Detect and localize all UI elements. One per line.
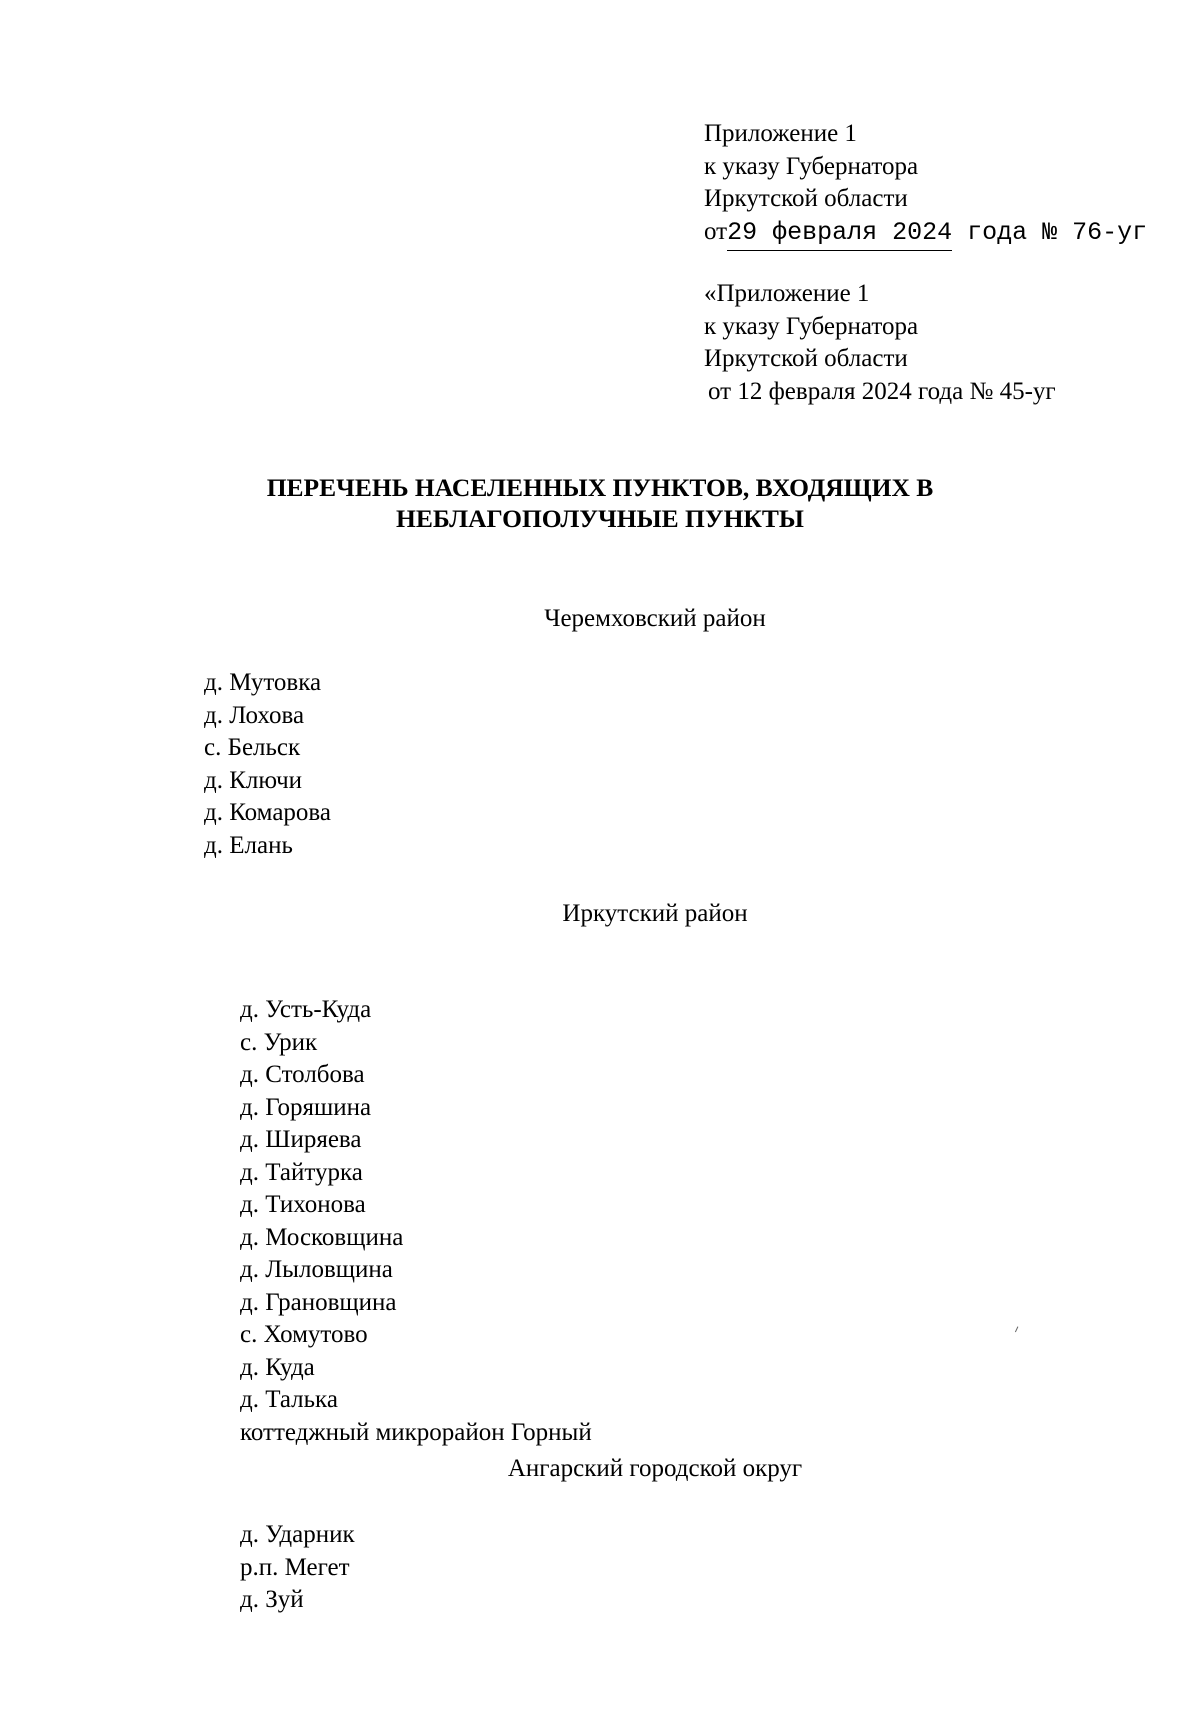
amended-appendix-region: Иркутской области [704,345,908,372]
appendix-header [704,118,1147,248]
appendix-date-prefix: от [704,217,728,245]
settlement-item: с. Бельск [204,734,301,761]
appendix-label: Приложение 1 [704,120,857,147]
settlement-item: д. Талька [240,1386,338,1413]
settlement-item: д. Горяшина [240,1093,372,1121]
settlement-item: д. Грановщина [240,1288,397,1316]
amended-appendix-date: от 12 февраля 2024 года № 45-уг [708,377,1056,405]
appendix-number: года № 76-уг [952,217,1148,247]
settlement-item: д. Ключи [204,766,303,794]
district-heading-angarsky: Ангарский городской округ [507,1455,803,1482]
settlement-item: д. Лыловщина [240,1256,393,1283]
appendix-date-line [704,216,1147,249]
settlement-item: д. Комарова [204,799,331,826]
settlement-item: д. Куда [240,1353,315,1381]
settlement-item: коттеджный микрорайон Горный [240,1418,592,1446]
amended-appendix-header [704,278,1056,408]
settlement-item: д. Ширяева [240,1126,362,1153]
settlement-item: с. Хомутово [240,1321,368,1348]
document-title-line-2: НЕБЛАГОПОЛУЧНЫЕ ПУНКТЫ [396,504,804,533]
settlement-item: д. Мутовка [204,669,322,696]
settlement-list-cheremkhovsky [204,667,331,862]
settlement-item: д. Тихонова [240,1191,366,1218]
document-title-line-1: ПЕРЕЧЕНЬ НАСЕЛЕННЫХ ПУНКТОВ, ВХОДЯЩИХ В [266,473,934,502]
settlement-item: д. Ударник [240,1521,355,1548]
amended-appendix-decree: к указу Губернатора [704,312,919,340]
settlement-item: д. Зуй [240,1586,304,1613]
settlement-item: д. Усть-Куда [240,996,372,1023]
appendix-date-value: 29 февраля 2024 [727,217,952,252]
settlement-item: д. Тайтурка [240,1158,363,1186]
settlement-list-irkutsky [240,994,592,1449]
document-title [0,472,1200,534]
amended-appendix-label: «Приложение 1 [704,280,870,307]
district-heading-cheremkhovsky: Черемховский район [544,605,766,632]
scan-speck [1015,1326,1021,1333]
district-heading-irkutsky: Иркутский район [562,900,748,927]
appendix-region: Иркутской области [704,185,908,212]
settlement-list-angarsky [240,1519,355,1617]
settlement-item: д. Московщина [240,1223,404,1251]
settlement-item: д. Лохова [204,701,305,729]
settlement-item: д. Елань [204,831,293,859]
settlement-item: с. Урик [240,1028,318,1056]
settlement-item: д. Столбова [240,1061,365,1088]
settlement-item: р.п. Мегет [240,1553,350,1581]
appendix-decree: к указу Губернатора [704,152,919,180]
